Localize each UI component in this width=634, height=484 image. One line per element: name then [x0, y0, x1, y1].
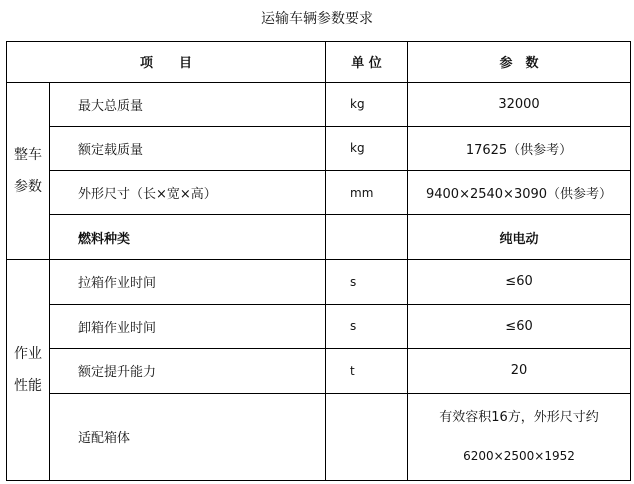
- table-row: [7, 304, 631, 349]
- table-row: [7, 127, 631, 171]
- item-cell: 适配箱体: [50, 393, 326, 480]
- group-label-line: 作业: [14, 345, 42, 362]
- table-row: [7, 215, 631, 260]
- group-label-line: 性能: [14, 377, 42, 394]
- item-cell: 最大总质量: [50, 82, 326, 127]
- item-cell: 外形尺寸（长×宽×高）: [50, 170, 326, 215]
- header-unit: 单 位: [326, 42, 408, 83]
- param-cell: 32000: [408, 82, 631, 127]
- group-label-line: 参数: [14, 178, 42, 195]
- param-cell: ≤60: [408, 304, 631, 349]
- document-title: 运输车辆参数要求: [261, 11, 373, 27]
- unit-cell: mm: [326, 170, 408, 215]
- group-label-line: 整车: [14, 146, 42, 163]
- table-row: [7, 393, 631, 480]
- item-cell: 额定载质量: [50, 127, 326, 171]
- param-line: 有效容积16方，外形尺寸约: [439, 409, 599, 425]
- param-cell: 纯电动: [408, 215, 631, 260]
- group-label-vehicle: [7, 82, 50, 259]
- header-param: 参 数: [408, 42, 631, 83]
- unit-cell: kg: [326, 127, 408, 171]
- table-row: [7, 170, 631, 215]
- unit-cell: [326, 393, 408, 480]
- item-cell: 燃料种类: [50, 215, 326, 260]
- table-row: [7, 259, 631, 304]
- param-cell: [408, 393, 631, 480]
- param-line: 6200×2500×1952: [463, 448, 575, 463]
- param-cell: ≤60: [408, 259, 631, 304]
- header-item: 项 目: [7, 42, 326, 83]
- group-label-operation: [7, 259, 50, 480]
- table-row: [7, 82, 631, 127]
- header-row: [7, 42, 631, 83]
- unit-cell: s: [326, 259, 408, 304]
- spec-table: [6, 41, 631, 481]
- table-row: [7, 349, 631, 394]
- unit-cell: t: [326, 349, 408, 394]
- item-cell: 额定提升能力: [50, 349, 326, 394]
- item-cell: 卸箱作业时间: [50, 304, 326, 349]
- param-cell: 20: [408, 349, 631, 394]
- unit-cell: [326, 215, 408, 260]
- item-cell: 拉箱作业时间: [50, 259, 326, 304]
- unit-cell: s: [326, 304, 408, 349]
- unit-cell: kg: [326, 82, 408, 127]
- param-cell: 9400×2540×3090（供参考）: [408, 170, 631, 215]
- param-cell: 17625（供参考）: [408, 127, 631, 171]
